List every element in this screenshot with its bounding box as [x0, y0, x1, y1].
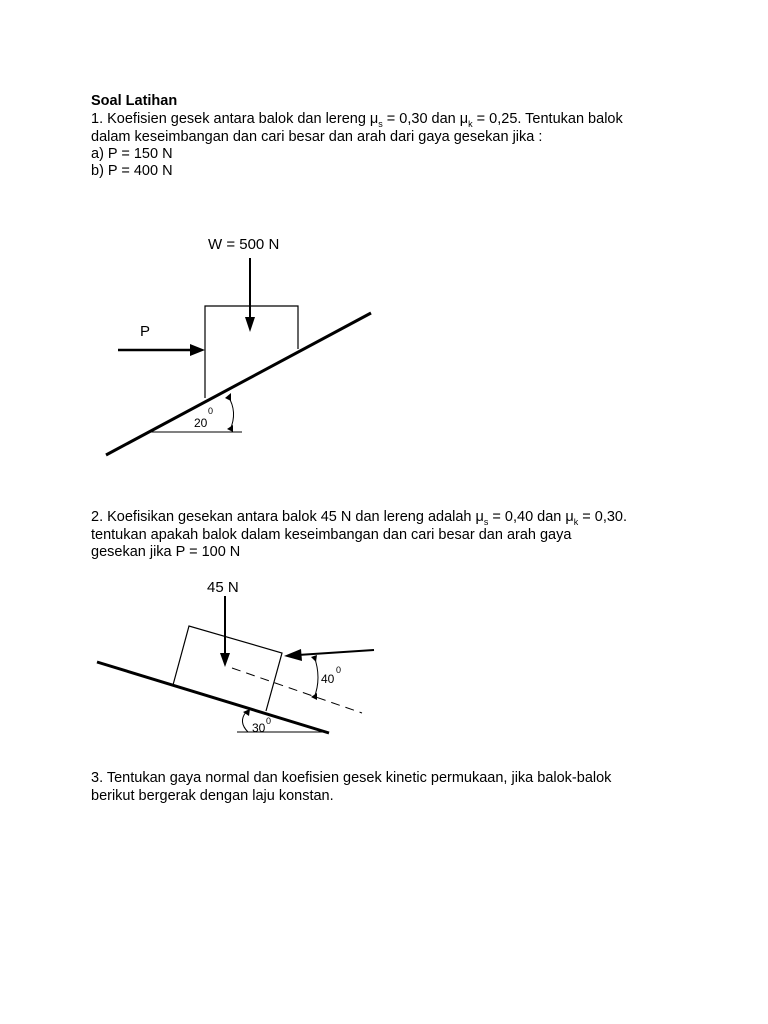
q2-line1-post: = 0,30. — [578, 509, 628, 525]
q1-mu-k-symbol: μ — [459, 111, 469, 127]
heading: Soal Latihan — [91, 93, 178, 109]
q2-mu-k-symbol: μ — [565, 509, 574, 525]
fig2-force-arrowhead — [284, 649, 302, 661]
q2-line3: gesekan jika P = 100 N — [91, 544, 241, 560]
q2-line2: tentukan apakah balok dalam keseimbangan dan cari besar dan arah gaya — [91, 527, 572, 543]
q1-option-a: a) P = 150 N — [91, 146, 173, 162]
fig2-force-angle-arrowhead-top — [311, 655, 317, 662]
q1-line2: dalam keseimbangan dan cari besar dan arah dari gaya gesekan jika : — [91, 129, 543, 145]
q1-line1-pre: 1. Koefisien gesek antara balok dan lereng — [91, 111, 370, 127]
q1-mu-s-subscript: s — [378, 118, 383, 129]
q2-mu-k-subscript: k — [573, 516, 579, 527]
fig2-force-degree-mark: 0 — [336, 665, 342, 675]
fig2-force-line-extension — [232, 668, 362, 713]
q1-line1-post: = 0,25. Tentukan balok — [472, 111, 623, 127]
fig1-weight-label: W = 500 N — [208, 236, 280, 253]
fig2-slope-angle-label: 30 — [252, 721, 266, 735]
q1-option-b: b) P = 400 N — [91, 163, 173, 179]
fig2-force-arrow — [298, 650, 374, 655]
q2-line1-pre: 2. Koefisikan gesekan antara balok 45 N dan lereng adalah — [91, 509, 476, 525]
fig2-weight-label: 45 N — [207, 579, 239, 596]
fig1-degree-mark: 0 — [208, 406, 214, 416]
fig1-angle-label: 20 — [194, 416, 208, 430]
fig2-force-angle-arc — [314, 656, 318, 698]
fig2-slope-angle-arc — [242, 712, 248, 732]
fig2-force-angle-arrowhead-bottom — [311, 693, 317, 700]
q1-mu-k-subscript: k — [468, 118, 473, 129]
fig2-weight-arrowhead — [220, 653, 230, 667]
q2-mu-s-subscript: s — [483, 516, 489, 527]
q1-line1-mid: = 0,30 dan — [382, 111, 460, 127]
q3-line1: 3. Tentukan gaya normal dan koefisien gesek kinetic permukaan, jika balok-balok — [91, 770, 612, 786]
fig2-force-angle-label: 40 — [321, 672, 335, 686]
q3-line2: berikut bergerak dengan laju konstan. — [91, 788, 334, 804]
fig2-slope-degree-mark: 0 — [266, 716, 272, 726]
q1-mu-s-symbol: μ — [369, 111, 379, 127]
fig2-block — [173, 626, 282, 711]
q2-line1-mid: = 0,40 dan — [488, 509, 566, 525]
fig2-slope-line — [97, 662, 329, 733]
fig1-force-label: P — [140, 323, 151, 340]
q2-mu-s-symbol: μ — [475, 509, 484, 525]
